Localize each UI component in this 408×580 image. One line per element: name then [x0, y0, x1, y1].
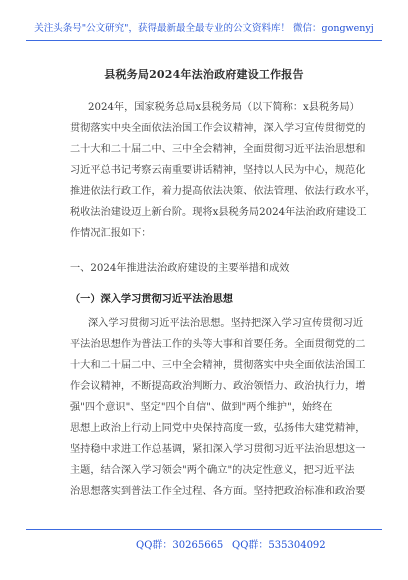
- paragraph-line: 二十大和二十届二中、三中全会精神，全面贯彻习近平法治思想和: [70, 144, 366, 155]
- paragraph-line: 十大和二十届二中、三中全会精神，贯彻落实中央全面依法治国工: [70, 360, 366, 371]
- paragraph-line: 贯彻落实中央全面依法治国工作会议精神，深入学习宣传贯彻党的: [70, 123, 366, 134]
- paragraph-line: 治思想落实到普法工作全过程、各方面。坚持把政治标准和政治要: [70, 486, 366, 497]
- intro-paragraph: [70, 97, 376, 244]
- footer-divider: [26, 529, 382, 530]
- header-divider: [26, 40, 382, 41]
- header-banner: 关注头条号"公文研究"，获得最新最全最专业的公文资料库！ 微信：gongwenyj: [34, 23, 374, 34]
- paragraph-line: 强"四个意识"、坚定"四个自信"、做到"两个维护"，始终在: [70, 402, 333, 413]
- paragraph-line: 作情况汇报如下：: [70, 228, 152, 239]
- paragraph-line: 作会议精神，不断提高政治判断力、政治领悟力、政治执行力，增: [70, 381, 366, 392]
- paragraph-line: 坚持稳中求进工作总基调，紧扣深入学习贯彻习近平法治思想这一: [70, 444, 366, 455]
- paragraph-line: 深入学习贯彻习近平法治思想。坚持把深入学习宣传贯彻习近: [88, 318, 364, 329]
- footer-qq-group-1: QQ群：30265665: [136, 540, 224, 551]
- footer-qq-group-2: QQ群：535304092: [232, 540, 326, 551]
- subsection-heading: （一）深入学习贯彻习近平法治思想: [70, 293, 233, 305]
- section-heading: 一、2024年推进法治政府建设的主要举措和成效: [70, 263, 290, 274]
- paragraph-line: 2024年，国家税务总局x县税务局（以下简称：x县税务局）: [88, 102, 360, 113]
- paragraph-line: 平法治思想作为普法工作的头等大事和首要任务。全面贯彻党的二: [70, 339, 366, 350]
- paragraph-line: 习近平总书记考察云南重要讲话精神，坚持以人民为中心，规范化: [70, 165, 366, 176]
- body-paragraph: [70, 313, 366, 502]
- paragraph-line: 主题，结合深入学习领会"两个确立"的决定性意义，把习近平法: [70, 465, 355, 476]
- paragraph-line: 税收法治建设迈上新台阶。现将x县税务局2024年法治政府建设工: [70, 207, 367, 218]
- paragraph-line: 推进依法行政工作，着力提高依法决策、依法管理、依法行政水平，: [70, 186, 376, 197]
- document-title: 县税务局2024年法治政府建设工作报告: [104, 68, 304, 81]
- paragraph-line: 思想上政治上行动上同党中央保持高度一致，弘扬伟大建党精神，: [70, 423, 366, 434]
